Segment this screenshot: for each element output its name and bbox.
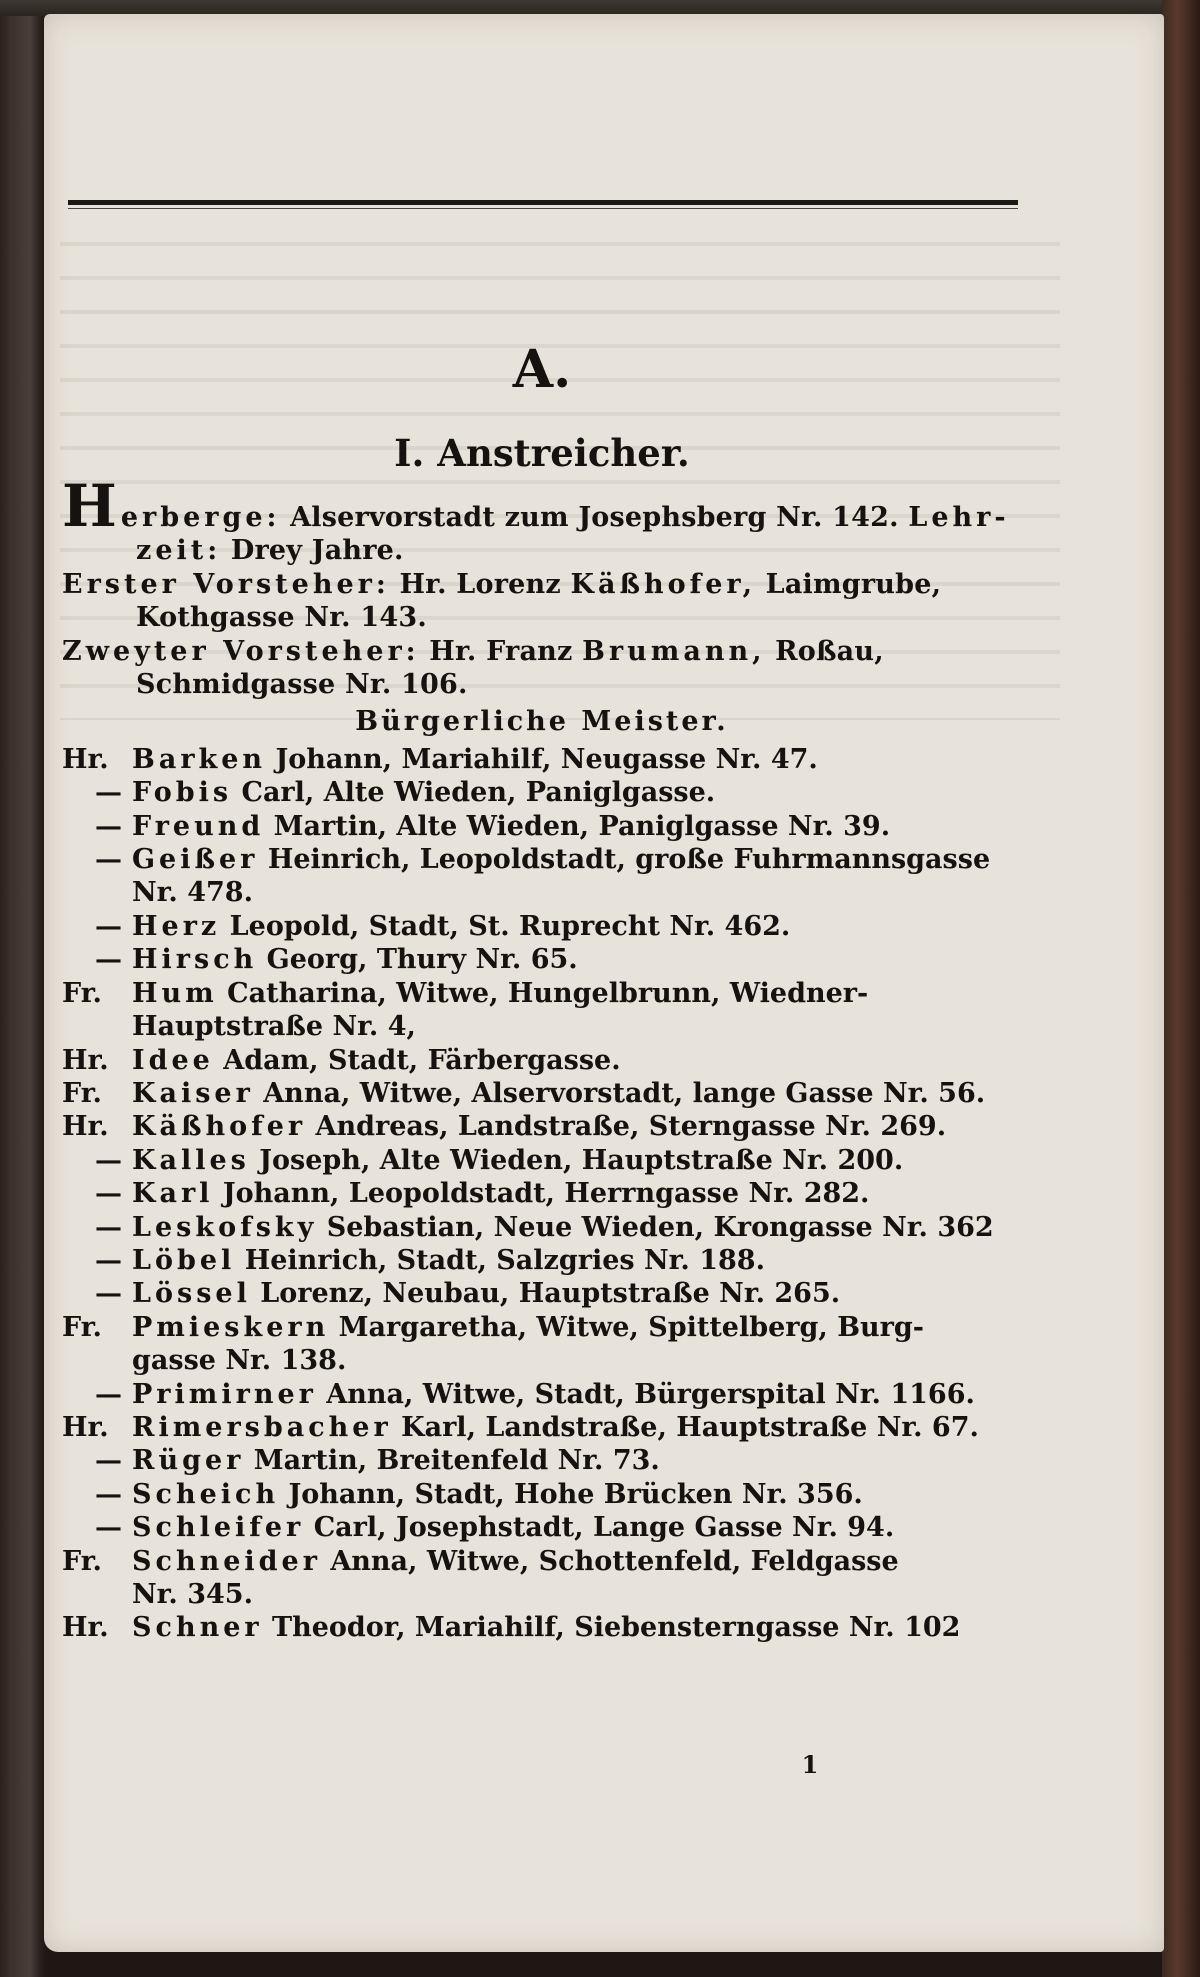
entry-prefix: Hr. bbox=[62, 1111, 109, 1143]
intro-name: Brumann, bbox=[582, 635, 766, 667]
entry-prefix: Hr. bbox=[62, 1411, 109, 1443]
entry-prefix: — bbox=[95, 1445, 122, 1477]
intro-label: Erster Vorsteher: bbox=[62, 568, 390, 600]
entry-surname: Pmieskern bbox=[132, 1311, 330, 1343]
header-rule bbox=[68, 200, 1018, 205]
entry-prefix: Fr. bbox=[62, 1077, 102, 1109]
entry-details: Karl, Landstraße, Hauptstraße Nr. 67. bbox=[401, 1411, 979, 1443]
intro-herberge bbox=[62, 472, 1022, 568]
entry-body bbox=[132, 1177, 1022, 1210]
entry-surname: Leskofsky bbox=[132, 1211, 318, 1243]
intro-text: Hr. Lorenz bbox=[399, 568, 561, 600]
intro-label-2: Lehr- bbox=[908, 502, 1010, 533]
entry-prefix: Fr. bbox=[62, 1311, 102, 1343]
list-item bbox=[62, 1545, 1022, 1612]
list-item bbox=[62, 776, 1022, 809]
entry-details: Catharina, Witwe, Hungelbrunn, Wiedner- bbox=[227, 977, 869, 1009]
entry-body bbox=[132, 977, 1022, 1044]
list-item bbox=[62, 810, 1022, 843]
entry-details: Leopold, Stadt, St. Ruprecht Nr. 462. bbox=[229, 910, 791, 942]
list-item bbox=[62, 1044, 1022, 1077]
entry-surname: Lössel bbox=[132, 1278, 251, 1310]
subheading-masters: Bürgerliche Meister. bbox=[355, 706, 729, 738]
entry-details: Heinrich, Stadt, Salzgries Nr. 188. bbox=[244, 1244, 765, 1276]
entry-details: Adam, Stadt, Färbergasse. bbox=[223, 1044, 621, 1076]
entry-surname: Käßhofer bbox=[132, 1111, 307, 1143]
entry-body bbox=[132, 810, 1022, 843]
entry-prefix: — bbox=[95, 810, 122, 842]
entry-details: Anna, Witwe, Alservorstadt, lange Gasse Nr. 56. bbox=[263, 1077, 986, 1109]
list-item bbox=[62, 1378, 1022, 1411]
list-item bbox=[62, 1511, 1022, 1544]
entry-body bbox=[132, 1545, 1022, 1612]
list-item bbox=[62, 977, 1022, 1044]
entry-body bbox=[132, 1444, 1022, 1477]
entry-continuation: Nr. 345. bbox=[132, 1579, 253, 1610]
entry-details: Andreas, Landstraße, Sterngasse Nr. 269. bbox=[315, 1111, 947, 1143]
list-item bbox=[62, 1277, 1022, 1310]
list-item bbox=[62, 1211, 1022, 1244]
entry-details: Johann, Mariahilf, Neugasse Nr. 47. bbox=[275, 743, 818, 775]
entry-body bbox=[132, 1311, 1022, 1378]
entry-body bbox=[132, 776, 1022, 809]
intro-second-chairman bbox=[62, 635, 1022, 702]
entry-prefix: — bbox=[95, 1278, 122, 1310]
entry-surname: Fobis bbox=[132, 777, 233, 809]
entry-surname: Schleifer bbox=[132, 1512, 305, 1544]
list-item bbox=[62, 943, 1022, 976]
list-item bbox=[62, 1611, 1022, 1644]
entry-surname: Scheich bbox=[132, 1478, 280, 1510]
letter-heading: A. bbox=[512, 339, 572, 400]
entry-details: Carl, Alte Wieden, Paniglgasse. bbox=[241, 777, 716, 809]
entry-body bbox=[132, 1077, 1022, 1110]
entry-prefix: — bbox=[95, 910, 122, 942]
entry-surname: Löbel bbox=[132, 1244, 236, 1276]
book-right-edge bbox=[1162, 0, 1200, 1977]
entry-details: Heinrich, Leopoldstadt, große Fuhrmannsgasse bbox=[267, 844, 991, 876]
entry-surname: Hirsch bbox=[132, 944, 258, 976]
intro-text: Hr. Franz bbox=[429, 635, 573, 667]
intro-label: Herberge: bbox=[62, 472, 281, 540]
entry-prefix: — bbox=[95, 1211, 122, 1243]
entry-details: Martin, Alte Wieden, Paniglgasse Nr. 39. bbox=[273, 810, 891, 842]
entry-surname: Freund bbox=[132, 810, 265, 842]
entry-body bbox=[132, 1144, 1022, 1177]
entry-prefix: — bbox=[95, 944, 122, 976]
entry-prefix: — bbox=[95, 844, 122, 876]
list-item bbox=[62, 1077, 1022, 1110]
entry-surname: Hum bbox=[132, 977, 218, 1009]
entry-prefix: Hr. bbox=[62, 743, 109, 775]
entry-surname: Primirner bbox=[132, 1378, 317, 1410]
list-item bbox=[62, 1110, 1022, 1143]
entry-details: Johann, Leopoldstadt, Herrngasse Nr. 282. bbox=[222, 1178, 870, 1210]
entry-details: Anna, Witwe, Stadt, Bürgerspital Nr. 1166. bbox=[326, 1378, 975, 1410]
entry-details: Lorenz, Neubau, Hauptstraße Nr. 265. bbox=[260, 1278, 841, 1310]
entry-body bbox=[132, 1511, 1022, 1544]
entry-prefix: — bbox=[95, 1244, 122, 1276]
entry-continuation: Hauptstraße Nr. 4, bbox=[132, 1011, 416, 1043]
entry-body bbox=[132, 943, 1022, 976]
entry-surname: Schner bbox=[132, 1612, 263, 1644]
entry-details: Joseph, Alte Wieden, Hauptstraße Nr. 200. bbox=[259, 1144, 904, 1176]
entry-details: Theodor, Mariahilf, Siebensterngasse Nr. 102 bbox=[272, 1612, 961, 1644]
entry-surname: Schneider bbox=[132, 1545, 321, 1577]
entry-surname: Karl bbox=[132, 1178, 214, 1210]
entry-prefix: Fr. bbox=[62, 1545, 102, 1577]
entry-continuation: Nr. 478. bbox=[132, 877, 253, 909]
intro-cont-label: zeit: bbox=[136, 535, 222, 567]
entry-surname: Rimersbacher bbox=[132, 1411, 392, 1443]
master-list bbox=[62, 743, 1022, 1645]
entry-details: Anna, Witwe, Schottenfeld, Feldgasse bbox=[330, 1545, 899, 1577]
entry-body bbox=[132, 1277, 1022, 1310]
list-item bbox=[62, 1144, 1022, 1177]
entry-prefix: — bbox=[95, 1178, 122, 1210]
intro-cont-text: Schmidgasse Nr. 106. bbox=[136, 669, 468, 701]
entry-surname: Geißer bbox=[132, 844, 259, 876]
entry-details: Margaretha, Witwe, Spittelberg, Burg- bbox=[338, 1311, 924, 1343]
intro-text: Alservorstadt zum Josephsberg Nr. 142. bbox=[290, 502, 899, 533]
entry-body bbox=[132, 1611, 1022, 1644]
entry-body bbox=[132, 743, 1022, 776]
entry-surname: Herz bbox=[132, 910, 221, 942]
entry-details: Martin, Breitenfeld Nr. 73. bbox=[253, 1445, 660, 1477]
intro-cont-text: Kothgasse Nr. 143. bbox=[136, 602, 427, 634]
intro-after: Roßau, bbox=[775, 635, 884, 667]
entry-details: Georg, Thury Nr. 65. bbox=[266, 944, 578, 976]
list-item bbox=[62, 1311, 1022, 1378]
entry-prefix: Hr. bbox=[62, 1044, 109, 1076]
list-item bbox=[62, 1478, 1022, 1511]
list-item bbox=[62, 1177, 1022, 1210]
entry-surname: Idee bbox=[132, 1044, 214, 1076]
list-item bbox=[62, 1444, 1022, 1477]
entry-body bbox=[132, 1478, 1022, 1511]
intro-after: Laimgrube, bbox=[765, 568, 942, 600]
entry-body bbox=[132, 910, 1022, 943]
list-item bbox=[62, 910, 1022, 943]
entry-body bbox=[132, 1411, 1022, 1444]
entry-prefix: Fr. bbox=[62, 977, 102, 1009]
entry-continuation: gasse Nr. 138. bbox=[132, 1345, 347, 1377]
entry-prefix: Hr. bbox=[62, 1612, 109, 1644]
entry-details: Sebastian, Neue Wieden, Krongasse Nr. 362 bbox=[326, 1211, 994, 1243]
intro-cont-text: Drey Jahre. bbox=[230, 535, 404, 567]
entry-details: Johann, Stadt, Hohe Brücken Nr. 356. bbox=[288, 1478, 863, 1510]
entry-body bbox=[132, 1110, 1022, 1143]
signature-mark: 1 bbox=[801, 1750, 819, 1779]
page-text bbox=[62, 340, 1022, 1645]
entry-body bbox=[132, 843, 1022, 910]
list-item bbox=[62, 843, 1022, 910]
entry-prefix: — bbox=[95, 1144, 122, 1176]
entry-body bbox=[132, 1244, 1022, 1277]
entry-details: Carl, Josephstadt, Lange Gasse Nr. 94. bbox=[313, 1512, 895, 1544]
entry-body bbox=[132, 1211, 1022, 1244]
entry-surname: Kalles bbox=[132, 1144, 250, 1176]
intro-first-chairman bbox=[62, 568, 1022, 635]
entry-body bbox=[132, 1378, 1022, 1411]
list-item bbox=[62, 1244, 1022, 1277]
entry-prefix: — bbox=[95, 777, 122, 809]
list-item bbox=[62, 743, 1022, 776]
intro-label: Zweyter Vorsteher: bbox=[62, 635, 420, 667]
entry-surname: Rüger bbox=[132, 1445, 245, 1477]
intro-name: Käßhofer, bbox=[570, 568, 757, 600]
entry-prefix: — bbox=[95, 1478, 122, 1510]
entry-body bbox=[132, 1044, 1022, 1077]
entry-surname: Barken bbox=[132, 743, 267, 775]
entry-surname: Kaiser bbox=[132, 1077, 254, 1109]
entry-prefix: — bbox=[95, 1512, 122, 1544]
section-title: I. Anstreicher. bbox=[394, 431, 690, 475]
list-item bbox=[62, 1411, 1022, 1444]
entry-prefix: — bbox=[95, 1378, 122, 1410]
